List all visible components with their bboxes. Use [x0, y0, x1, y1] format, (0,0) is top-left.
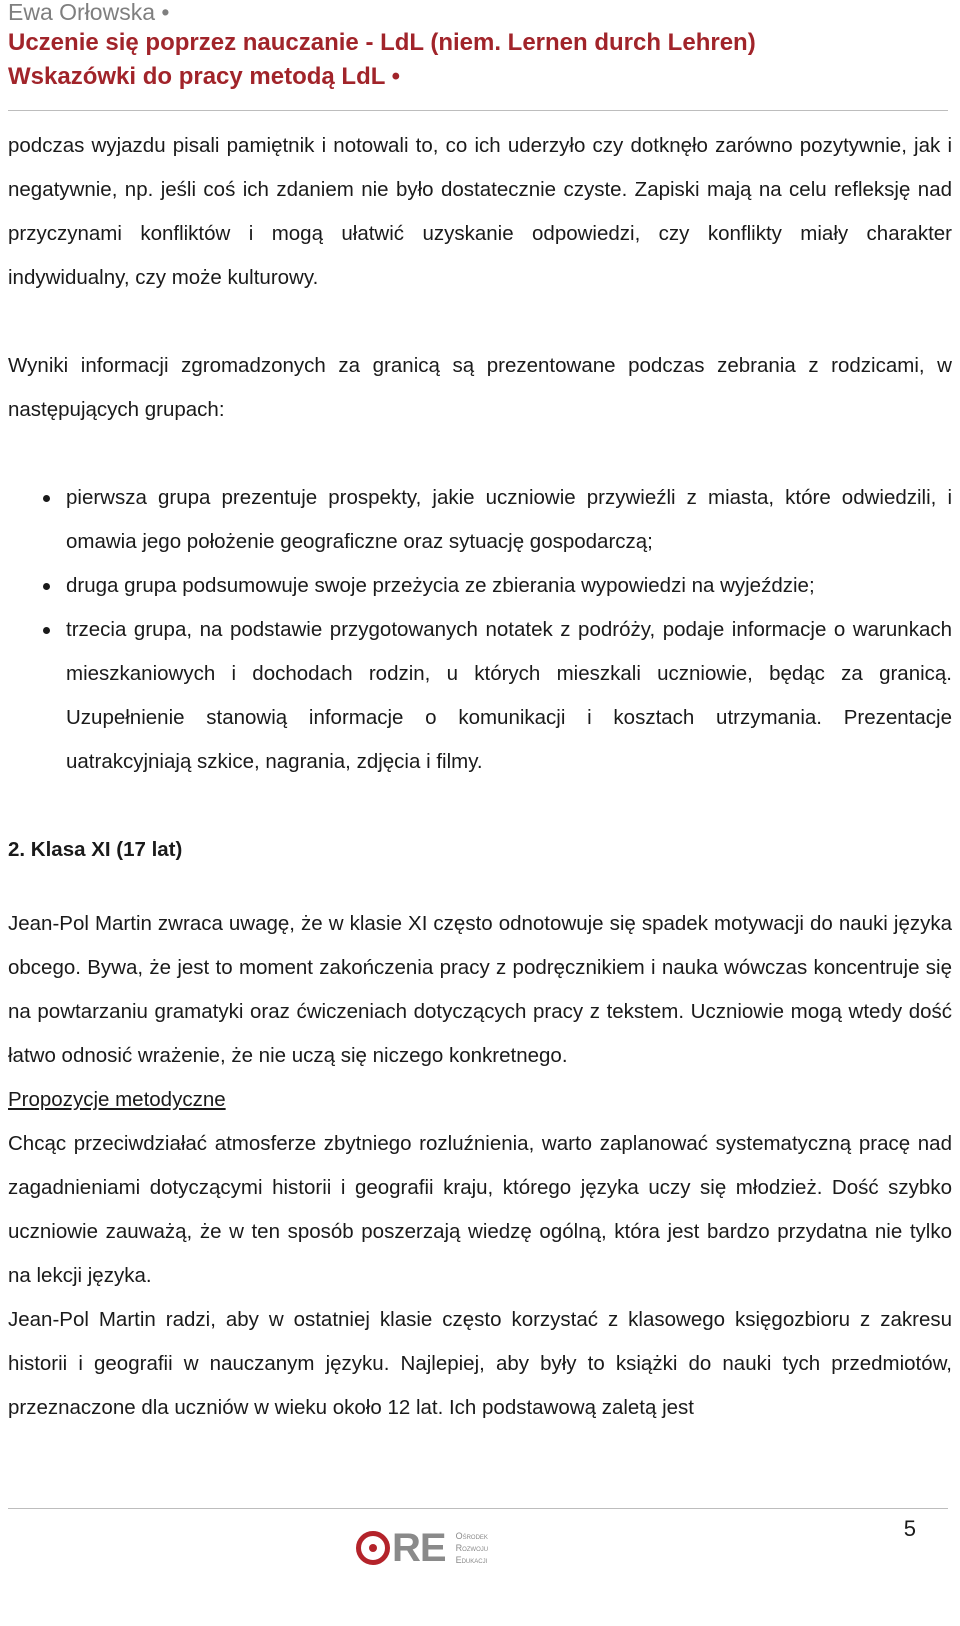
page-header	[8, 0, 952, 94]
logo-o-icon	[356, 1531, 390, 1565]
paragraph: Jean-Pol Martin zwraca uwagę, że w klasie XI często odnotowuje się spadek motywacji do nauki języka obcego. Bywa, że jest to moment zakończenia pracy z podręcznikiem i nauka wówczas koncentruje się na powtarzaniu gramatyki oraz ćwiczeniach dotyczących pracy z tekstem. Uczniowie mogą wtedy dość łatwo odnosić wrażenie, że nie uczą się niczego konkretnego.	[8, 912, 952, 1067]
bullet-icon	[43, 495, 50, 502]
ore-logo	[356, 1526, 488, 1570]
logo-mark: RE	[356, 1526, 446, 1571]
header-divider	[8, 110, 948, 111]
document-title: Uczenie się poprzez nauczanie - LdL (niem. Lernen durch Lehren)	[8, 29, 756, 56]
page-number: 5	[903, 1516, 916, 1541]
list-item: pierwsza grupa prezentuje prospekty, jakie uczniowie przywieźli z miasta, które odwiedzili, i omawia jego położenie geograficzne oraz sytuację gospodarczą;	[8, 476, 952, 564]
logo-text: Ośrodek Rozwoju Edukacji	[455, 1531, 489, 1565]
page-body	[8, 124, 952, 1430]
section-heading: 2. Klasa XI (17 lat)	[8, 838, 183, 861]
list-item: trzecia grupa, na podstawie przygotowanych notatek z podróży, podaje informacje o warunkach mieszkaniowych i dochodach rodzin, u których mieszkali uczniowie, będąc za granicą. Uzupełnienie stanowią informacje o komunikacji i kosztach utrzymania. Prezentacje uatrakcyjniają szkice, nagrania, zdjęcia i filmy.	[8, 608, 952, 784]
paragraph: Jean-Pol Martin radzi, aby w ostatniej klasie często korzystać z klasowego księgozbioru z zakresu historii i geografii w nauczanym języku. Najlepiej, aby były to książki do nauki tych przedmiotów, przeznaczone dla uczniów w wieku około 12 lat. Ich podstawową zaletą jest	[8, 1308, 952, 1419]
bullet-list	[8, 476, 952, 784]
list-item: druga grupa podsumowuje swoje przeżycia ze zbierania wypowiedzi na wyjeździe;	[8, 564, 952, 608]
author-name: Ewa Orłowska •	[8, 0, 170, 25]
paragraph: Wyniki informacji zgromadzonych za granicą są prezentowane podczas zebrania z rodzicami, w następujących grupach:	[8, 354, 952, 421]
document-subtitle: Wskazówki do pracy metodą LdL •	[8, 63, 401, 90]
paragraph: podczas wyjazdu pisali pamiętnik i notowali to, co ich uderzyło czy dotknęło zarówno pozytywnie, jak i negatywnie, np. jeśli coś ich zdaniem nie było dostatecznie czyste. Zapiski mają na celu refleksję nad przyczynami konfliktów i mogą ułatwić uzyskanie odpowiedzi, czy konflikty miały charakter indywidualny, czy może kulturowy.	[8, 134, 952, 289]
paragraph: Chcąc przeciwdziałać atmosferze zbytniego rozluźnienia, warto zaplanować systematyczną pracę nad zagadnieniami dotyczącymi historii i geografii kraju, którego języka uczy się młodzież. Dość szybko uczniowie zauważą, że w ten sposób poszerzają wiedzę ogólną, która jest bardzo przydatna nie tylko na lekcji języka.	[8, 1132, 952, 1287]
footer-divider	[8, 1508, 948, 1509]
subheading: Propozycje metodyczne	[8, 1088, 226, 1111]
bullet-icon	[43, 627, 50, 634]
bullet-icon	[43, 583, 50, 590]
